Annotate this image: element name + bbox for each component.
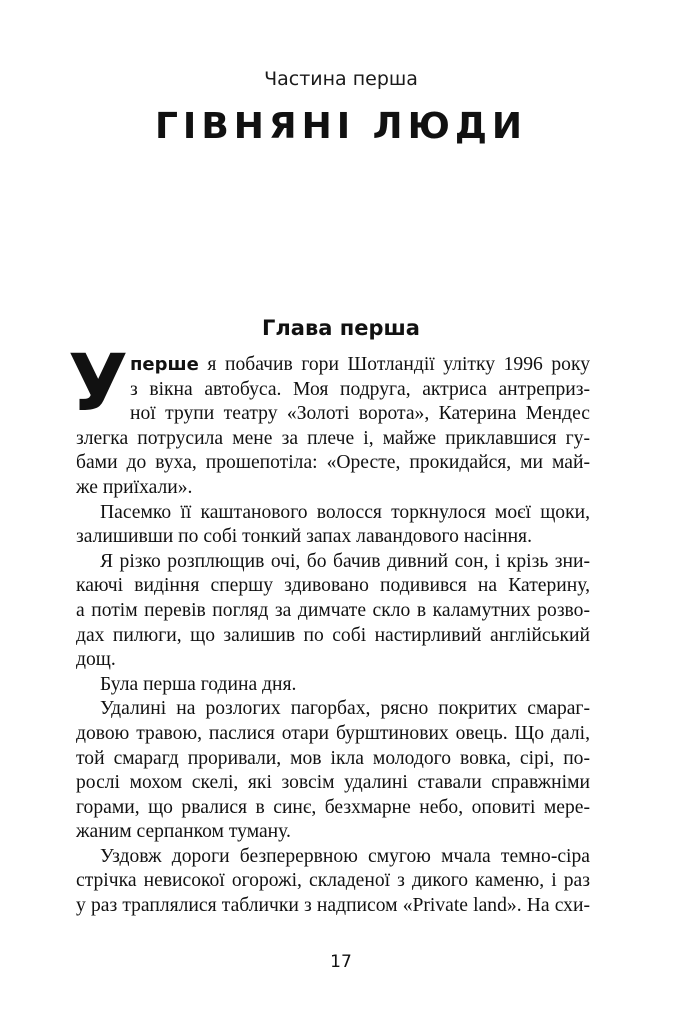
text-line: дах пилюги, що залишив по собі настирливий англійський bbox=[76, 624, 590, 646]
text-line: Була перша година дня. bbox=[100, 673, 297, 695]
text-line: горами, що рвалися в синє, безхмарне небо, оповиті мере- bbox=[76, 796, 590, 818]
text-line: каючі видіння спершу здивовано подивився на Катерину, bbox=[76, 575, 590, 597]
text-line: Пасемко її каштанового волосся торкнулося моєї щоки, bbox=[100, 501, 590, 523]
text-line: у раз траплялися таблички з надписом «Private land». На схи- bbox=[76, 895, 590, 917]
drop-cap: У bbox=[68, 339, 129, 429]
text-line: злегка потрусила мене за плече і, майже приклавшися гу- bbox=[76, 427, 590, 449]
page-number: 17 bbox=[330, 952, 352, 972]
text-line: з вікна автобуса. Моя подруга, актриса антреприз- bbox=[130, 378, 590, 400]
text-line: дощ. bbox=[76, 649, 116, 671]
text-line: стрічка невисокої огорожі, складеної з дикого каменю, і раз bbox=[76, 870, 590, 892]
part-title: ГІВНЯНІ ЛЮДИ bbox=[154, 106, 528, 147]
chapter-title: Глава перша bbox=[262, 316, 420, 340]
text-line: жаним серпанком туману. bbox=[76, 821, 291, 843]
text-line: той смарагд проривали, мов ікла молодого вовка, сірі, по- bbox=[76, 747, 590, 769]
text-line: залишивши по собі тонкий запах лавандового насіння. bbox=[76, 526, 532, 548]
text-line: ної трупи театру «Золоті ворота», Катерина Мендес bbox=[130, 403, 590, 425]
text-line: бами до вуха, прошепотіла: «Оресте, прокидайся, ми май- bbox=[76, 452, 590, 474]
text-line: Удалині на розлогих пагорбах, рясно покритих смараг- bbox=[100, 698, 590, 720]
text-line bbox=[76, 353, 590, 378]
lead-word: перше bbox=[130, 354, 199, 375]
text-line: довою травою, паслися отари бурштинових овець. Що далі, bbox=[76, 722, 590, 744]
text-line-content: я побачив гори Шотландії улітку 1996 року bbox=[198, 354, 590, 375]
part-label: Частина перша bbox=[264, 68, 418, 90]
text-line: Уздовж дороги безперервною смугою мчала темно-сіра bbox=[100, 845, 590, 867]
text-line: а потім перевів погляд за димчате скло в каламутних розво- bbox=[76, 599, 590, 621]
chapter-body bbox=[68, 339, 590, 919]
text-line: Я різко розплющив очі, бо бачив дивний сон, і крізь зни- bbox=[100, 550, 590, 572]
text-line: рослі мохом скелі, які зовсім удалині ставали справжніми bbox=[76, 772, 590, 794]
text-line: же приїхали». bbox=[76, 476, 193, 498]
